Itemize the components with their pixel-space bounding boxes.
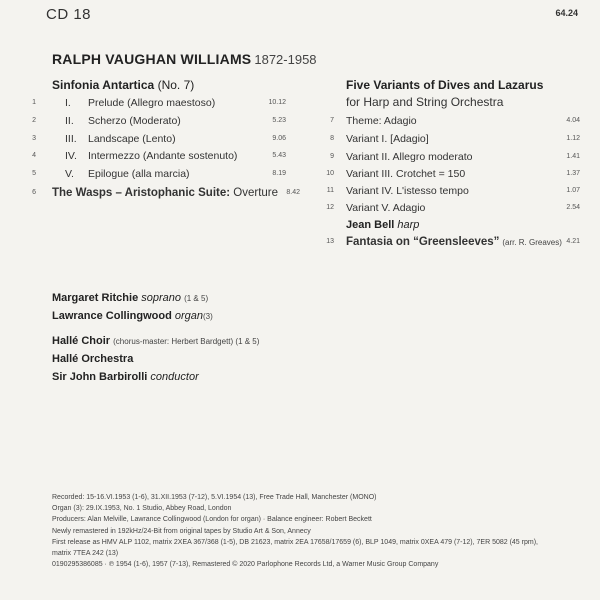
track-duration: 8.19 (272, 170, 286, 177)
track-row (320, 185, 582, 201)
track-row (320, 168, 582, 184)
track-duration: 1.41 (566, 153, 580, 160)
work-title-sinfonia (52, 78, 194, 92)
harpist-name: Jean Bell (346, 219, 395, 231)
performer-soprano (52, 292, 208, 304)
track-number: 13 (326, 238, 334, 245)
performer-name: Sir John Barbirolli (52, 371, 148, 383)
track-number: 2 (32, 117, 36, 124)
track-number: 9 (330, 153, 334, 160)
harpist-role: harp (397, 219, 420, 231)
performer-conductor (52, 371, 199, 383)
performer-tracks-note: (1 & 5) (184, 294, 209, 303)
track-title: Prelude (Allegro maestoso) (88, 97, 216, 109)
track-number: 1 (32, 99, 36, 106)
track-row (22, 97, 292, 113)
track-title: Variant II. Allegro moderato (346, 151, 473, 163)
movement-numeral: III. (65, 133, 77, 145)
track-title: Theme: Adagio (346, 115, 417, 127)
wasps-title-bold: The Wasps – Aristophanic Suite: (52, 187, 231, 199)
performer-organ (52, 310, 213, 322)
composer-dates: 1872-1958 (254, 52, 317, 67)
track-row (22, 115, 292, 131)
wasps-title-light: Overture (233, 187, 279, 199)
performer-role: soprano (141, 292, 182, 304)
track-row (320, 202, 582, 218)
track-number: 6 (32, 189, 36, 196)
track-duration: 1.12 (566, 135, 580, 142)
choir-master-note: (chorus-master: Herbert Bardgett) (1 & 5) (113, 337, 260, 346)
credit-line: Organ (3): 29.IX.1953, No. 1 Studio, Abbey Road, London (52, 505, 232, 513)
performer-choir (52, 335, 259, 347)
track-number: 10 (326, 170, 334, 177)
track-duration: 4.21 (566, 238, 580, 245)
track-duration: 1.07 (566, 187, 580, 194)
performer-name: Hallé Choir (52, 335, 111, 347)
track-duration: 5.43 (272, 152, 286, 159)
credit-line: 0190295386085 · ℗ 1954 (1-6), 1957 (7-13), Remastered © 2020 Parlophone Records Ltd, a Warner Music Group Company (52, 561, 439, 569)
recording-credits (52, 492, 592, 570)
performer-orchestra (52, 353, 133, 365)
track-duration: 8.42 (286, 189, 300, 196)
movement-numeral: II. (65, 115, 74, 127)
credit-line: First release as HMV ALP 1102, matrix 2XEA 367/368 (1-5), DB 21623, matrix 2EA 17658/17659 (6), BLP 1049, matrix 0XEA 479 (7-12), 7ER 5082 (45 rpm), (52, 538, 538, 546)
performer-name: Margaret Ritchie (52, 292, 139, 304)
track-title: Epilogue (alla marcia) (88, 168, 190, 180)
track-duration: 9.06 (272, 135, 286, 142)
track-row (22, 168, 292, 184)
track-duration: 2.54 (566, 204, 580, 211)
track-duration: 1.37 (566, 170, 580, 177)
track-duration: 10.12 (268, 99, 286, 106)
performer-name: Hallé Orchestra (52, 353, 134, 365)
track-number: 4 (32, 152, 36, 159)
movement-numeral: V. (65, 168, 74, 180)
work-subtitle-dives: for Harp and String Orchestra (346, 95, 504, 109)
sinfonia-title: Sinfonia Antartica (52, 78, 155, 92)
track-duration: 5.23 (272, 117, 286, 124)
track-number: 7 (330, 117, 334, 124)
track-row (320, 133, 582, 149)
track-title: Scherzo (Moderato) (88, 115, 181, 127)
credit-line: matrix 7TEA 242 (13) (52, 550, 119, 558)
track-row (22, 133, 292, 149)
track-number: 3 (32, 135, 36, 142)
greensleeves-arranger: (arr. R. Greaves) (502, 238, 562, 247)
movement-numeral: I. (65, 97, 71, 109)
track-row-wasps (22, 187, 302, 203)
track-number: 8 (330, 135, 334, 142)
track-title: Intermezzo (Andante sostenuto) (88, 150, 238, 162)
work-title-dives: Five Variants of Dives and Lazarus (346, 78, 544, 92)
track-title: Variant V. Adagio (346, 202, 426, 214)
track-title: Variant IV. L'istesso tempo (346, 185, 469, 197)
credit-line: Newly remastered in 192kHz/24-Bit from original tapes by Studio Art & Son, Annecy (52, 527, 311, 535)
wasps-title (52, 187, 278, 199)
sinfonia-title-suffix: (No. 7) (157, 78, 195, 92)
track-title: Variant I. [Adagio] (346, 133, 429, 145)
greensleeves-title-main: Fantasia on “Greensleeves” (346, 236, 500, 248)
performer-role: conductor (150, 371, 199, 383)
track-row-greensleeves (320, 236, 582, 252)
composer-name: RALPH VAUGHAN WILLIAMS (52, 51, 252, 67)
track-row (320, 115, 582, 131)
composer-heading (52, 51, 317, 67)
total-time: 64.24 (555, 8, 578, 18)
movement-numeral: IV. (65, 150, 77, 162)
track-row (22, 150, 292, 166)
greensleeves-title (346, 236, 562, 248)
performer-tracks-note: (3) (203, 312, 213, 321)
track-number: 12 (326, 204, 334, 211)
cd-number: CD 18 (46, 6, 92, 23)
track-title: Landscape (Lento) (88, 133, 176, 145)
track-title: Variant III. Crotchet = 150 (346, 168, 466, 180)
track-number: 5 (32, 170, 36, 177)
track-row (320, 151, 582, 167)
harpist-credit (346, 219, 419, 231)
credit-line: Producers: Alan Melville, Lawrance Collingwood (London for organ) · Balance engineer: Robert Beckett (52, 516, 372, 524)
performer-role: organ (174, 310, 203, 322)
credit-line: Recorded: 15-16.VI.1953 (1-6), 31.XII.1953 (7-12), 5.VI.1954 (13), Free Trade Hall, Manchester (MONO) (52, 494, 377, 501)
performer-name: Lawrance Collingwood (52, 310, 172, 322)
track-duration: 4.04 (566, 117, 580, 124)
track-number: 11 (326, 187, 334, 194)
